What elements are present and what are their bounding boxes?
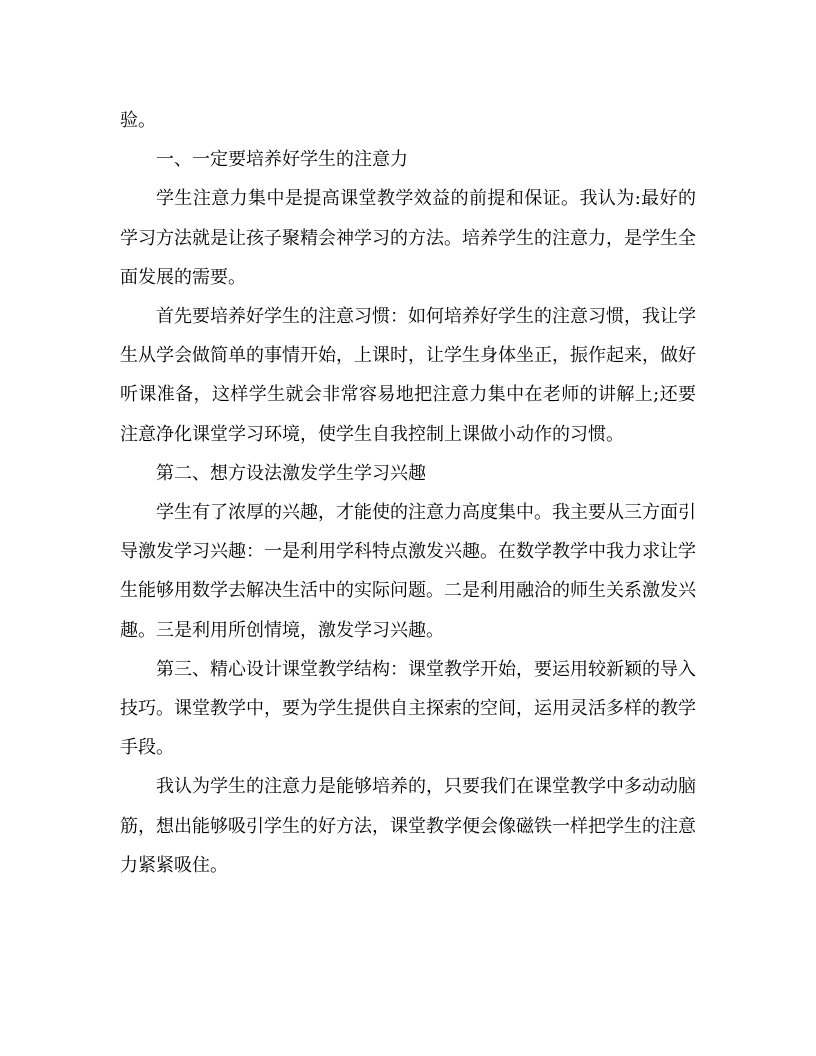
paragraph-continuation: 验。 <box>120 110 156 131</box>
paragraph-lesson-structure: 第三、精心设计课堂教学结构：课堂教学开始，要运用较新颖的导入技巧。课堂教学中，要为学生提供自主探索的空间，运用灵活多样的教学手段。 <box>120 658 696 759</box>
paragraph-conclusion: 我认为学生的注意力是能够培养的，只要我们在课堂教学中多动动脑筋，想出能够吸引学生的好方法，课堂教学便会像磁铁一样把学生的注意力紧紧吸住。 <box>120 776 696 876</box>
section-heading-attention: 一、一定要培养好学生的注意力 <box>156 149 408 171</box>
paragraph-interest: 学生有了浓厚的兴趣，才能使的注意力高度集中。我主要从三方面引导激发学习兴趣：一是利用学科特点激发兴趣。在数学教学中我力求让学生能够用数学去解决生活中的实际问题。二是利用融洽的师生关系激发兴趣。三是利用所创情境，激发学习兴趣。 <box>120 502 696 641</box>
paragraph-attention-habits: 首先要培养好学生的注意习惯：如何培养好学生的注意习惯，我让学生从学会做简单的事情开始，上课时，让学生身体坐正，振作起来，做好听课准备，这样学生就会非常容易地把注意力集中在老师的讲解上;还要注意净化课堂学习环境，使学生自我控制上课做小动作的习惯。 <box>120 306 696 445</box>
paragraph-attention-importance: 学生注意力集中是提高课堂教学效益的前提和保证。我认为:最好的学习方法就是让孩子聚精会神学习的方法。培养学生的注意力，是学生全面发展的需要。 <box>120 188 696 288</box>
document-body <box>120 101 696 885</box>
section-heading-interest: 第二、想方设法激发学生学习兴趣 <box>156 462 426 484</box>
